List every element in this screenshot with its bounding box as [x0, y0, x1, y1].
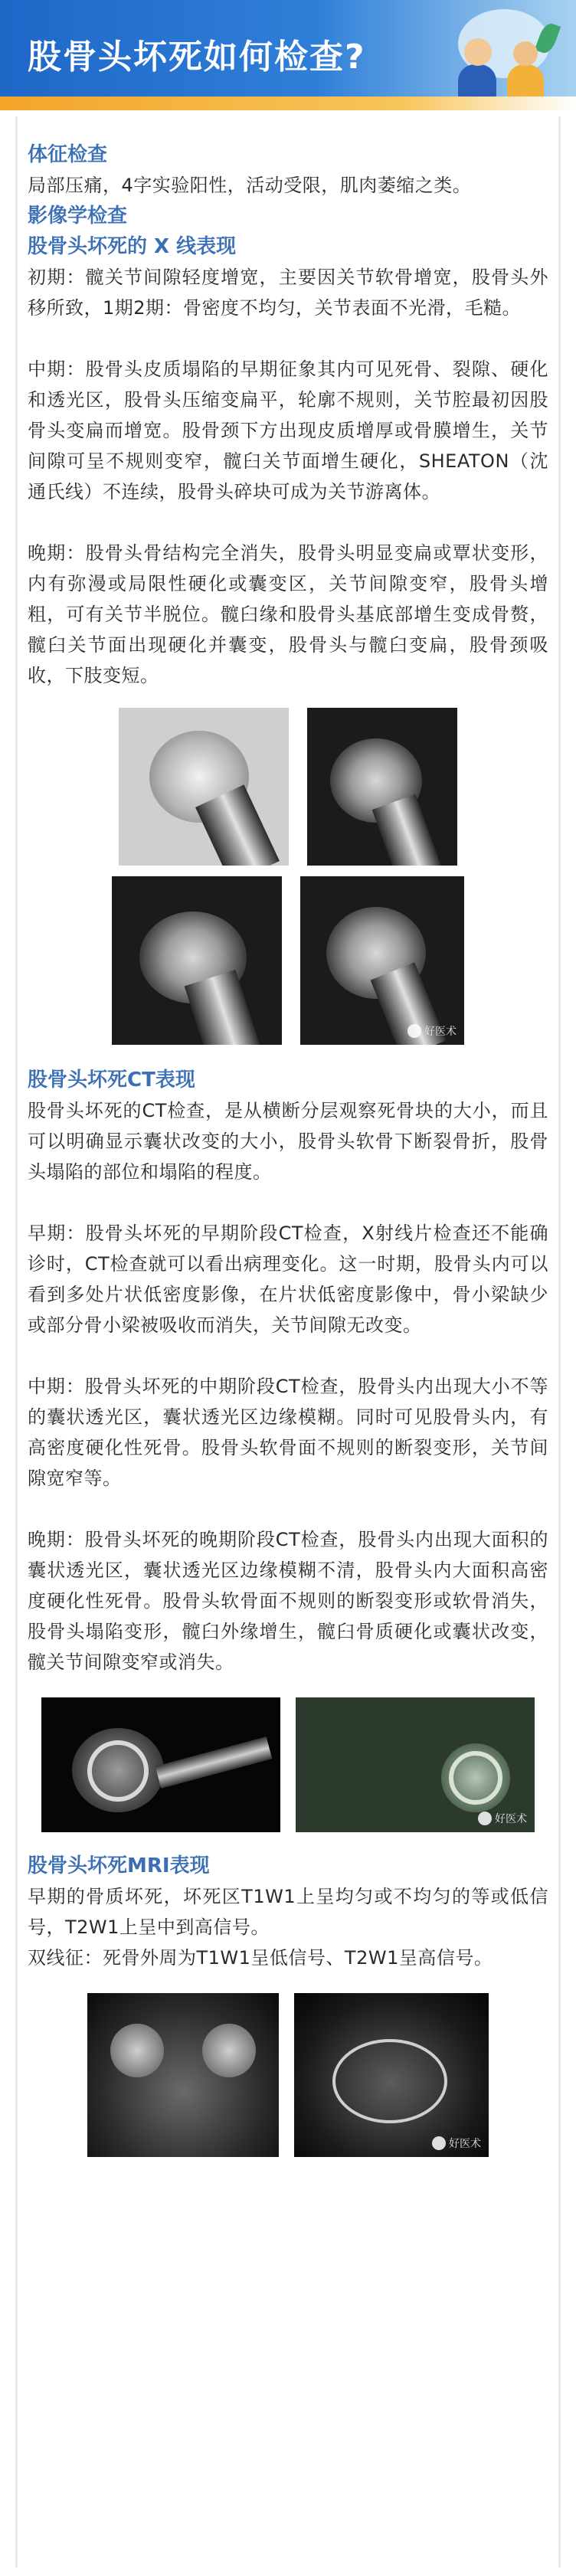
mri-images-row — [28, 1993, 548, 2157]
watermark: 好医术 — [478, 1811, 527, 1826]
ct-heading: 股骨头坏死CT表现 — [28, 1069, 195, 1092]
xray-image — [119, 708, 289, 866]
xray-image — [307, 708, 457, 866]
header-accent-bar — [0, 97, 576, 110]
watermark: 好医术 — [407, 1023, 457, 1039]
ct-mid-text: 中期：股骨头坏死的中期阶段CT检查，股骨头内出现大小不等的囊状透光区，囊状透光区边缘模糊。同时可见股骨头内，有高密度硬化性死骨。股骨头软骨面不规则的断裂变形，关节间隙宽窄等。 — [28, 1376, 548, 1489]
person-icon — [464, 38, 492, 66]
xray-early-text: 初期：髋关节间隙轻度增宽，主要因关节软骨增宽，股骨头外移所致，1期2期：骨密度不均匀，关节表面不光滑，毛糙。 — [28, 267, 548, 319]
ct-image — [41, 1697, 280, 1832]
mri-early-text: 早期的骨质坏死，坏死区T1W1上呈均匀或不均匀的等或低信号，T2W1上呈中到高信号。 — [28, 1886, 548, 1938]
imaging-heading: 影像学检查 — [28, 205, 128, 227]
watermark-logo-icon — [432, 2136, 446, 2150]
watermark: 好医术 — [432, 2136, 481, 2151]
mri-double-line-text: 双线征：死骨外周为T1W1呈低信号、T2W1呈高信号。 — [28, 1947, 493, 1969]
ct-intro-text: 股骨头坏死的CT检查，是从横断分层观察死骨块的大小，而且可以明确显示囊状改变的大小，股骨头软骨下断裂骨折，股骨头塌陷的部位和塌陷的程度。 — [28, 1100, 548, 1183]
xray-images-row-2 — [28, 876, 548, 1045]
mri-heading: 股骨头坏死MRI表现 — [28, 1854, 210, 1877]
xray-heading: 股骨头坏死的 X 线表现 — [28, 235, 237, 258]
person-icon — [513, 41, 538, 66]
xray-images-row-1 — [28, 708, 548, 866]
physical-exam-heading: 体征检查 — [28, 143, 108, 166]
mri-image — [87, 1993, 279, 2157]
mri-image — [294, 1993, 489, 2157]
ct-image — [296, 1697, 535, 1832]
article-body — [28, 116, 548, 2168]
ct-late-text: 晚期：股骨头坏死的晚期阶段CT检查，股骨头内出现大面积的囊状透光区，囊状透光区边缘模糊不清，股骨头内大面积高密度硬化性死骨。股骨头软骨面不规则的断裂变形或软骨消失，股骨头塌陷变形，髋臼外缘增生，髋臼骨质硬化或囊状改变，髋关节间隙变窄或消失。 — [28, 1529, 548, 1673]
doctors-illustration — [443, 8, 558, 101]
ct-images-row — [28, 1697, 548, 1832]
page-title: 股骨头坏死如何检查? — [28, 38, 366, 77]
ct-early-text: 早期：股骨头坏死的早期阶段CT检查，X射线片检查还不能确诊时，CT检查就可以看出病理变化。这一时期，股骨头内可以看到多处片状低密度影像，在片状低密度影像中，骨小梁缺少或部分骨小梁被吸收而消失，关节间隙无改变。 — [28, 1223, 548, 1336]
xray-mid-text: 中期：股骨头皮质塌陷的早期征象其内可见死骨、裂隙、硬化和透光区，股骨头压缩变扁平，轮廓不规则，关节腔最初因股骨头变扁而增宽。股骨颈下方出现皮质增厚或骨膜增生，关节间隙可呈不规则变窄，髋臼关节面增生硬化，SHEATON（沈通氏线）不连续，股骨头碎块可成为关节游离体。 — [28, 358, 548, 502]
header-banner — [0, 0, 576, 107]
xray-late-text: 晚期：股骨头骨结构完全消失，股骨头明显变扁或覃状变形，内有弥漫或局限性硬化或囊变区，关节间隙变窄，股骨头增粗，可有关节半脱位。髋臼缘和股骨头基底部增生变成骨赘，髋臼关节面出现硬化并囊变，股骨头与髋臼变扁，股骨颈吸收，下肢变短。 — [28, 542, 548, 686]
xray-image — [300, 876, 464, 1045]
xray-image — [112, 876, 282, 1045]
watermark-logo-icon — [407, 1024, 421, 1038]
watermark-logo-icon — [478, 1812, 492, 1825]
physical-exam-text: 局部压痛，4字实验阳性，活动受限，肌肉萎缩之类。 — [28, 175, 472, 196]
